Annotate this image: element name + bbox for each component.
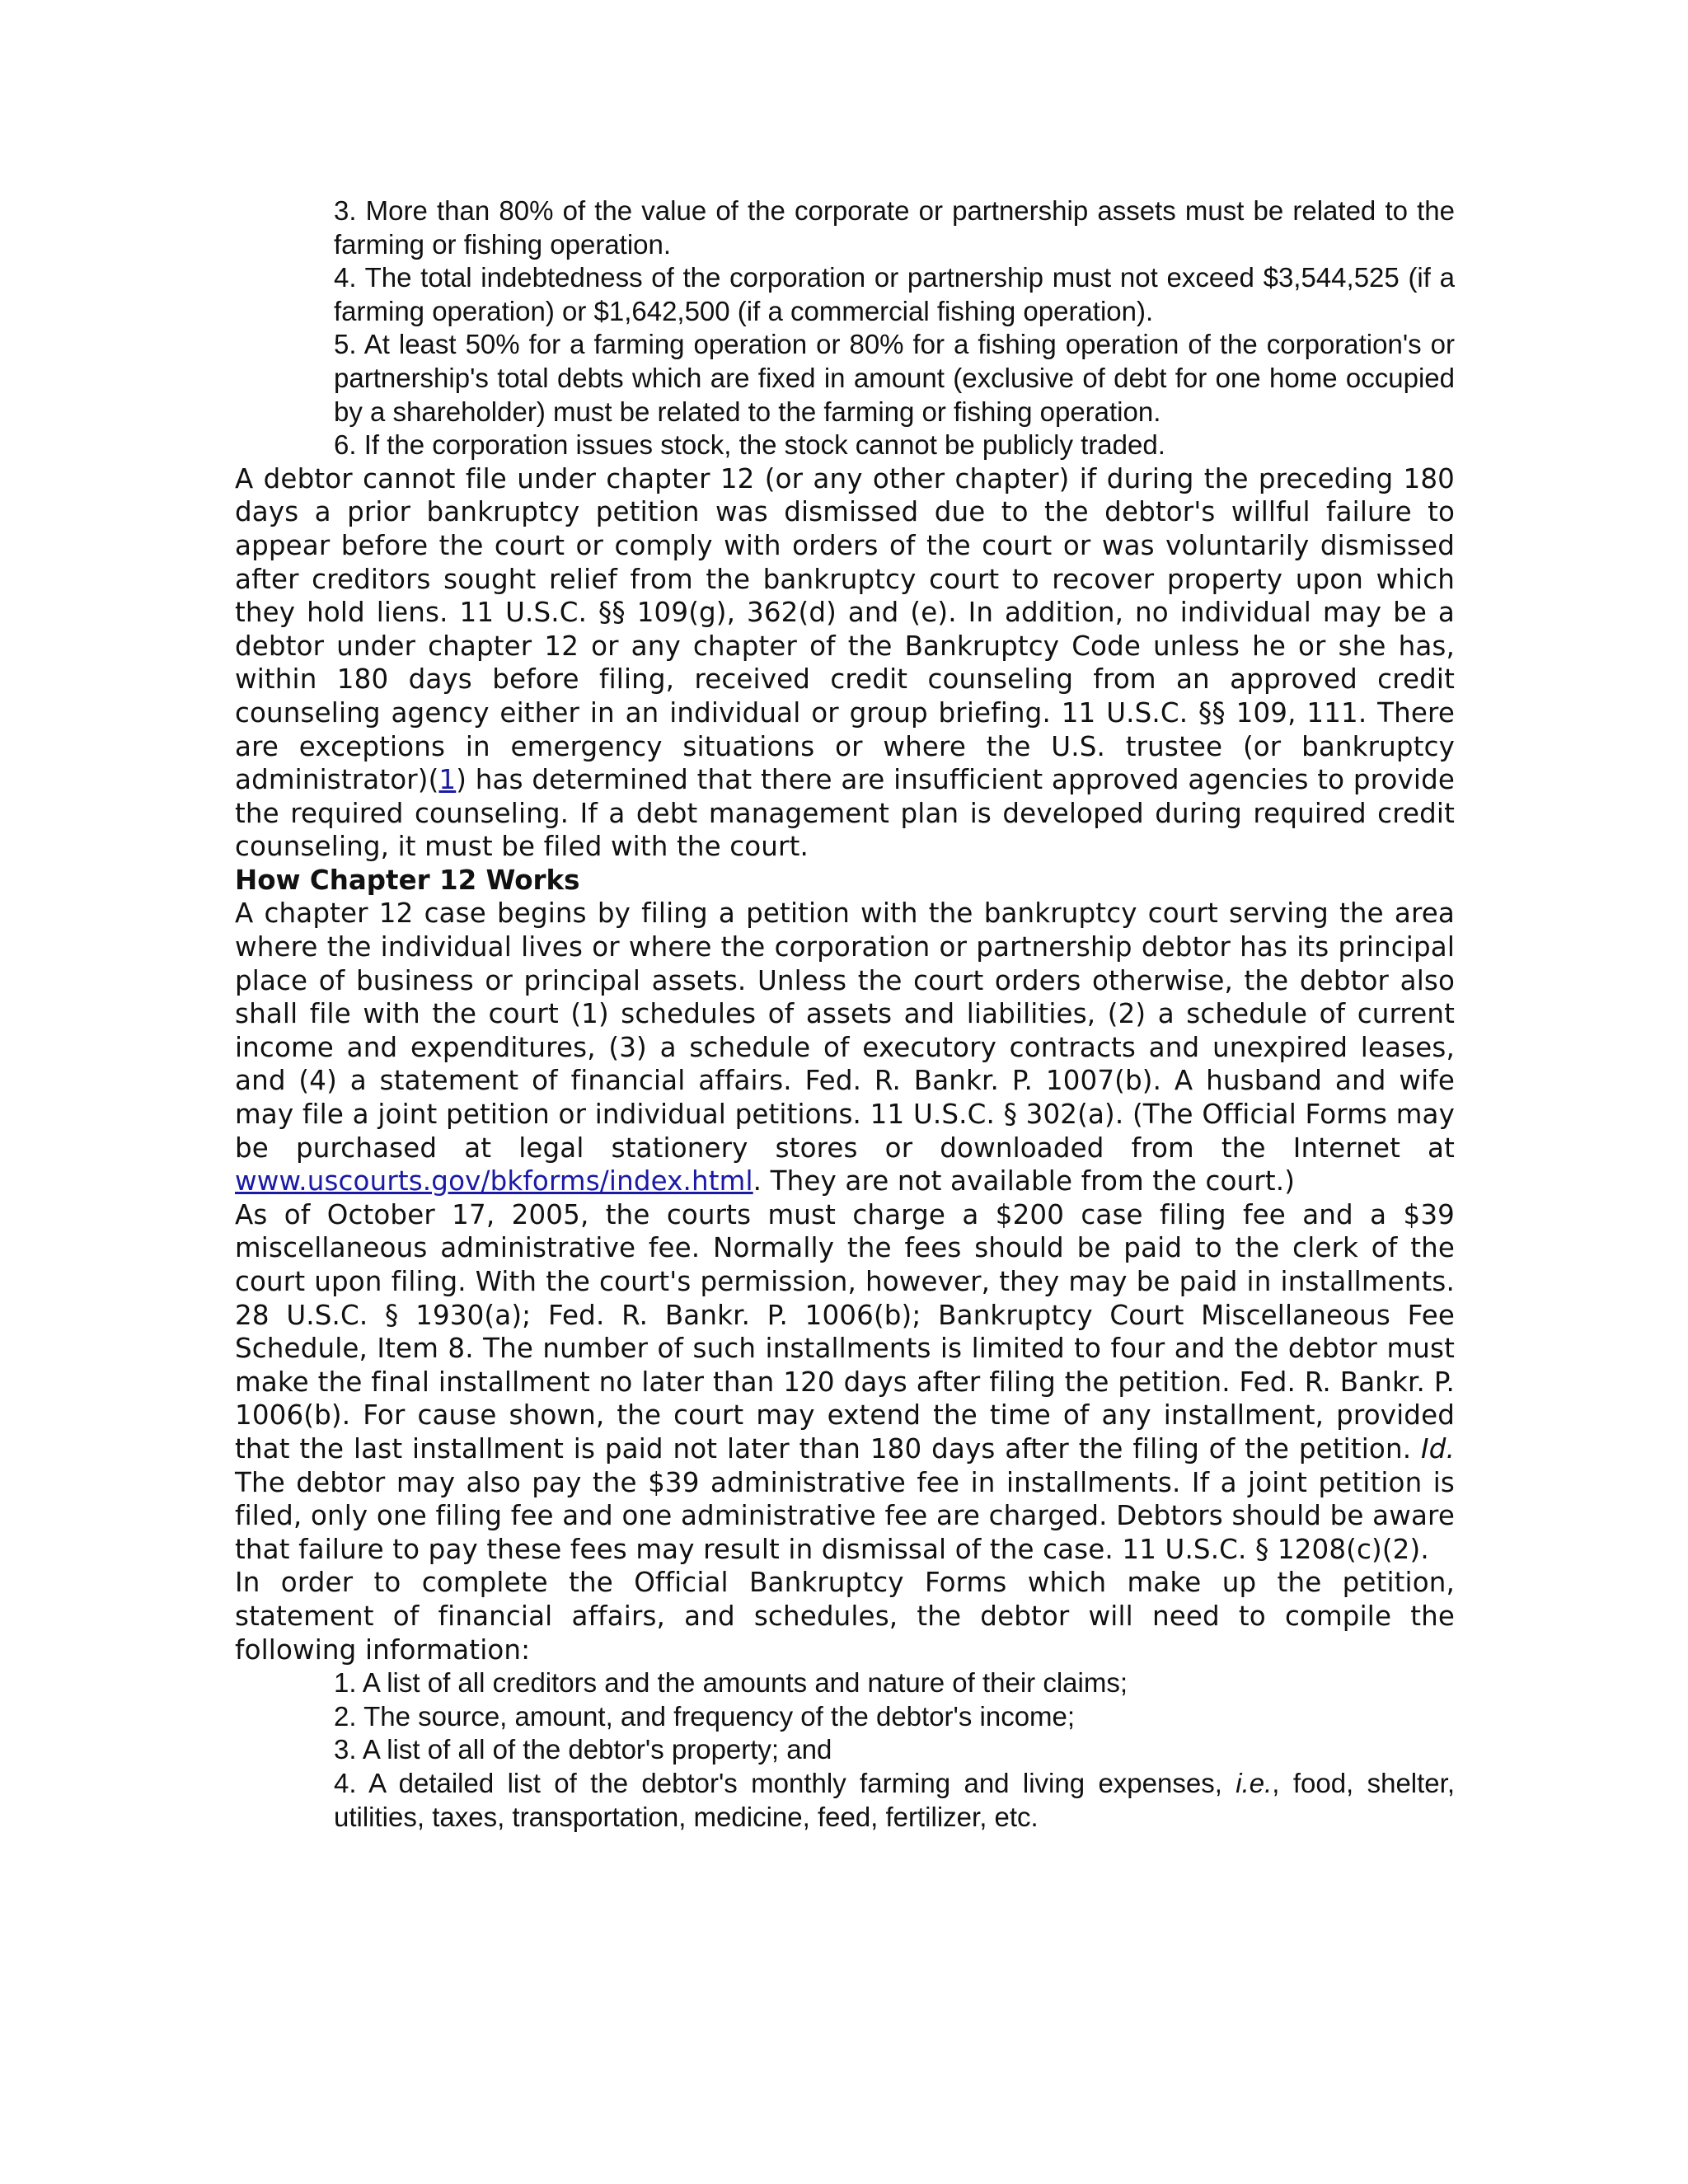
- list-item: 5. At least 50% for a farming operation or 80% for a fishing operation of the corporation's or partnership's total debts which are fixed in amount (exclusive of debt for one home occupied by a shareholder) must be related to the farming or fishing operation.: [334, 329, 1455, 427]
- list-item-italic: i.e.: [1236, 1767, 1273, 1798]
- list-item-text: 4. A detailed list of the debtor's monthly farming and living expenses,: [334, 1767, 1236, 1798]
- list-item: 3. A list of all of the debtor's property; and: [334, 1734, 832, 1765]
- paragraph-petition: [235, 897, 1455, 1197]
- paragraph-text: A chapter 12 case begins by filing a petition with the bankruptcy court serving the area where the individual lives or where the corporation or partnership debtor has its principal place of business or principal assets. Unless the court orders otherwise, the debtor also shall file with the court (1) schedules of assets and liabilities, (2) a schedule of current income and expenditures, (3) a schedule of executory contracts and unexpired leases, and (4) a statement of financial affairs. Fed. R. Bankr. P. 1007(b). A husband and wife may file a joint petition or individual petitions. 11 U.S.C. § 302(a). (The Official Forms may be purchased at legal stationery stores or downloaded from the Internet at: [235, 898, 1455, 1164]
- list-item: 3. More than 80% of the value of the corporate or partnership assets must be related to the farming or fishing operation.: [334, 195, 1455, 260]
- paragraph-text: As of October 17, 2005, the courts must charge a $200 case filing fee and a $39 miscellaneous administrative fee. Normally the fees should be paid to the clerk of the court upon filing. With the court's permission, however, they may be paid in installments. 28 U.S.C. § 1930(a); Fed. R. Bankr. P. 1006(b); Bankruptcy Court Miscellaneous Fee Schedule, Item 8. The number of such installments is limited to four and the debtor must make the final installment no later than 120 days after filing the petition. Fed. R. Bankr. P. 1006(b). For cause shown, the court may extend the time of any installment, provided that the last installment is paid not later than 180 days after the filing of the petition.: [235, 1198, 1455, 1465]
- paragraph-text: The debtor may also pay the $39 administrative fee in installments. If a joint petition is filed, only one filing fee and one administrative fee are charged. Debtors should be aware that failure to pay these fees may result in dismissal of the case. 11 U.S.C. § 1208(c)(2).: [235, 1466, 1455, 1565]
- list-item: 4. The total indebtedness of the corporation or partnership must not exceed $3,544,525 (if a farming operation) or $1,642,500 (if a commercial fishing operation).: [334, 262, 1455, 326]
- document-page: [235, 194, 1455, 1834]
- paragraph-required-info: In order to complete the Official Bankruptcy Forms which make up the petition, statement of financial affairs, and schedules, the debtor will need to compile the following information:: [235, 1567, 1455, 1666]
- paragraph-text: ) has determined that there are insufficient approved agencies to provide the required counseling. If a debt management plan is developed during required credit counseling, it must be filed with the court.: [235, 764, 1455, 863]
- required-info-list: [235, 1666, 1455, 1834]
- citation-id: Id.: [1421, 1432, 1455, 1465]
- paragraph-text: A debtor cannot file under chapter 12 (or any other chapter) if during the preceding 180 days a prior bankruptcy petition was dismissed due to the debtor's willful failure to appear before the court or comply with orders of the court or was voluntarily dismissed after creditors sought relief from the bankruptcy court to recover property upon which they hold liens. 11 U.S.C. §§ 109(g), 362(d) and (e). In addition, no individual may be a debtor under chapter 12 or any chapter of the Bankruptcy Code unless he or she has, within 180 days before filing, received credit counseling from an approved credit counseling agency either in an individual or group briefing. 11 U.S.C. §§ 109, 111. There are exceptions in emergency situations or where the U.S. trustee (or bankruptcy administrator)(: [235, 462, 1455, 796]
- paragraph-filing-restrictions: [235, 462, 1455, 864]
- forms-url-link[interactable]: www.uscourts.gov/bkforms/index.html: [235, 1165, 753, 1197]
- list-item-text: , food, shelter, utilities, taxes, transportation, medicine, feed, fertilizer, etc.: [334, 1767, 1455, 1832]
- list-item: 6. If the corporation issues stock, the stock cannot be publicly traded.: [334, 429, 1165, 461]
- list-item: 2. The source, amount, and frequency of the debtor's income;: [334, 1700, 1076, 1732]
- section-heading: How Chapter 12 Works: [235, 864, 580, 896]
- paragraph-fees: [235, 1198, 1455, 1567]
- list-item: 1. A list of all creditors and the amounts and nature of their claims;: [334, 1667, 1128, 1699]
- eligibility-list: [235, 194, 1455, 462]
- list-item: [334, 1767, 1455, 1834]
- paragraph-text: . They are not available from the court.): [753, 1165, 1296, 1197]
- footnote-link[interactable]: 1: [438, 764, 457, 796]
